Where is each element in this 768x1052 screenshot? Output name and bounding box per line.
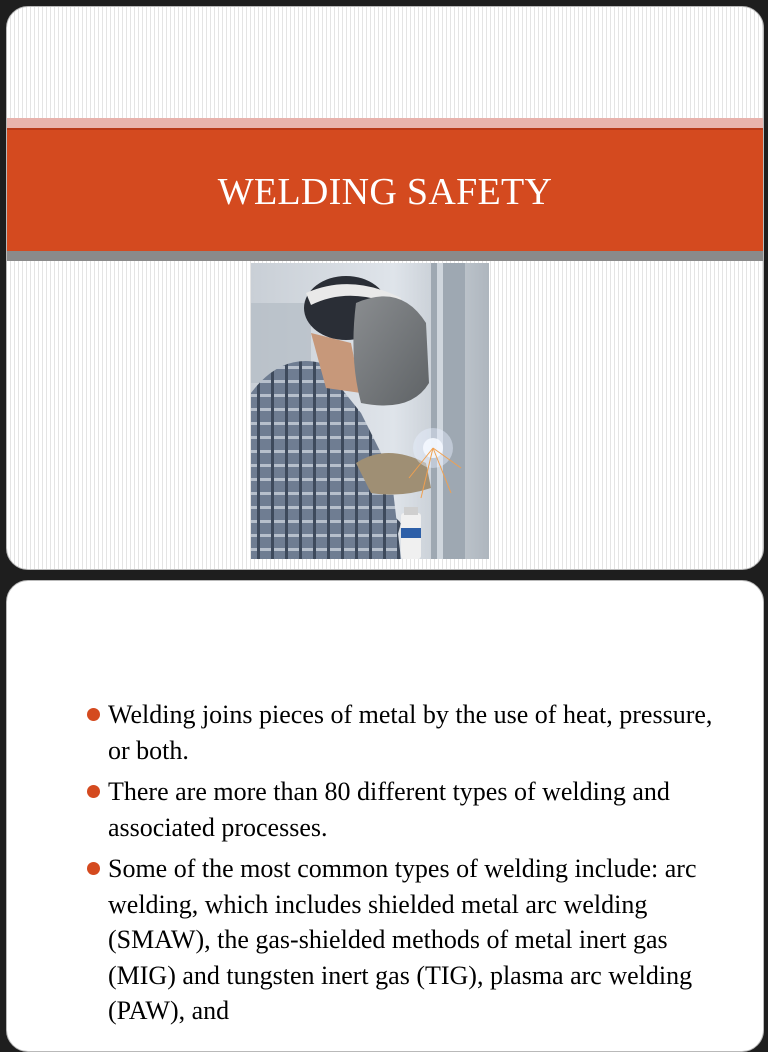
bullet-list — [87, 697, 727, 1035]
bullet-dot-icon — [87, 862, 100, 875]
welder-photo — [251, 263, 489, 559]
title-top-stripe — [7, 118, 763, 128]
bullet-item — [87, 851, 727, 1029]
title-bottom-stripe — [7, 251, 763, 261]
bullet-dot-icon — [87, 708, 100, 721]
slide-title: WELDING SAFETY — [217, 170, 553, 213]
title-slide — [6, 6, 764, 570]
bullet-item — [87, 774, 727, 845]
bullet-text: Welding joins pieces of metal by the use of heat, pressure, or both. — [108, 700, 713, 765]
title-band — [7, 128, 763, 253]
bullet-dot-icon — [87, 785, 100, 798]
bullet-text: There are more than 80 different types of welding and associated processes. — [108, 777, 670, 842]
bullet-item — [87, 697, 727, 768]
content-slide — [6, 580, 764, 1052]
bullet-text: Some of the most common types of welding include: arc welding, which includes shielded metal arc welding (SMAW), the gas-shielded methods of metal inert gas (MIG) and tungsten inert gas (TIG), plasma arc welding (PAW), and — [108, 854, 697, 1025]
